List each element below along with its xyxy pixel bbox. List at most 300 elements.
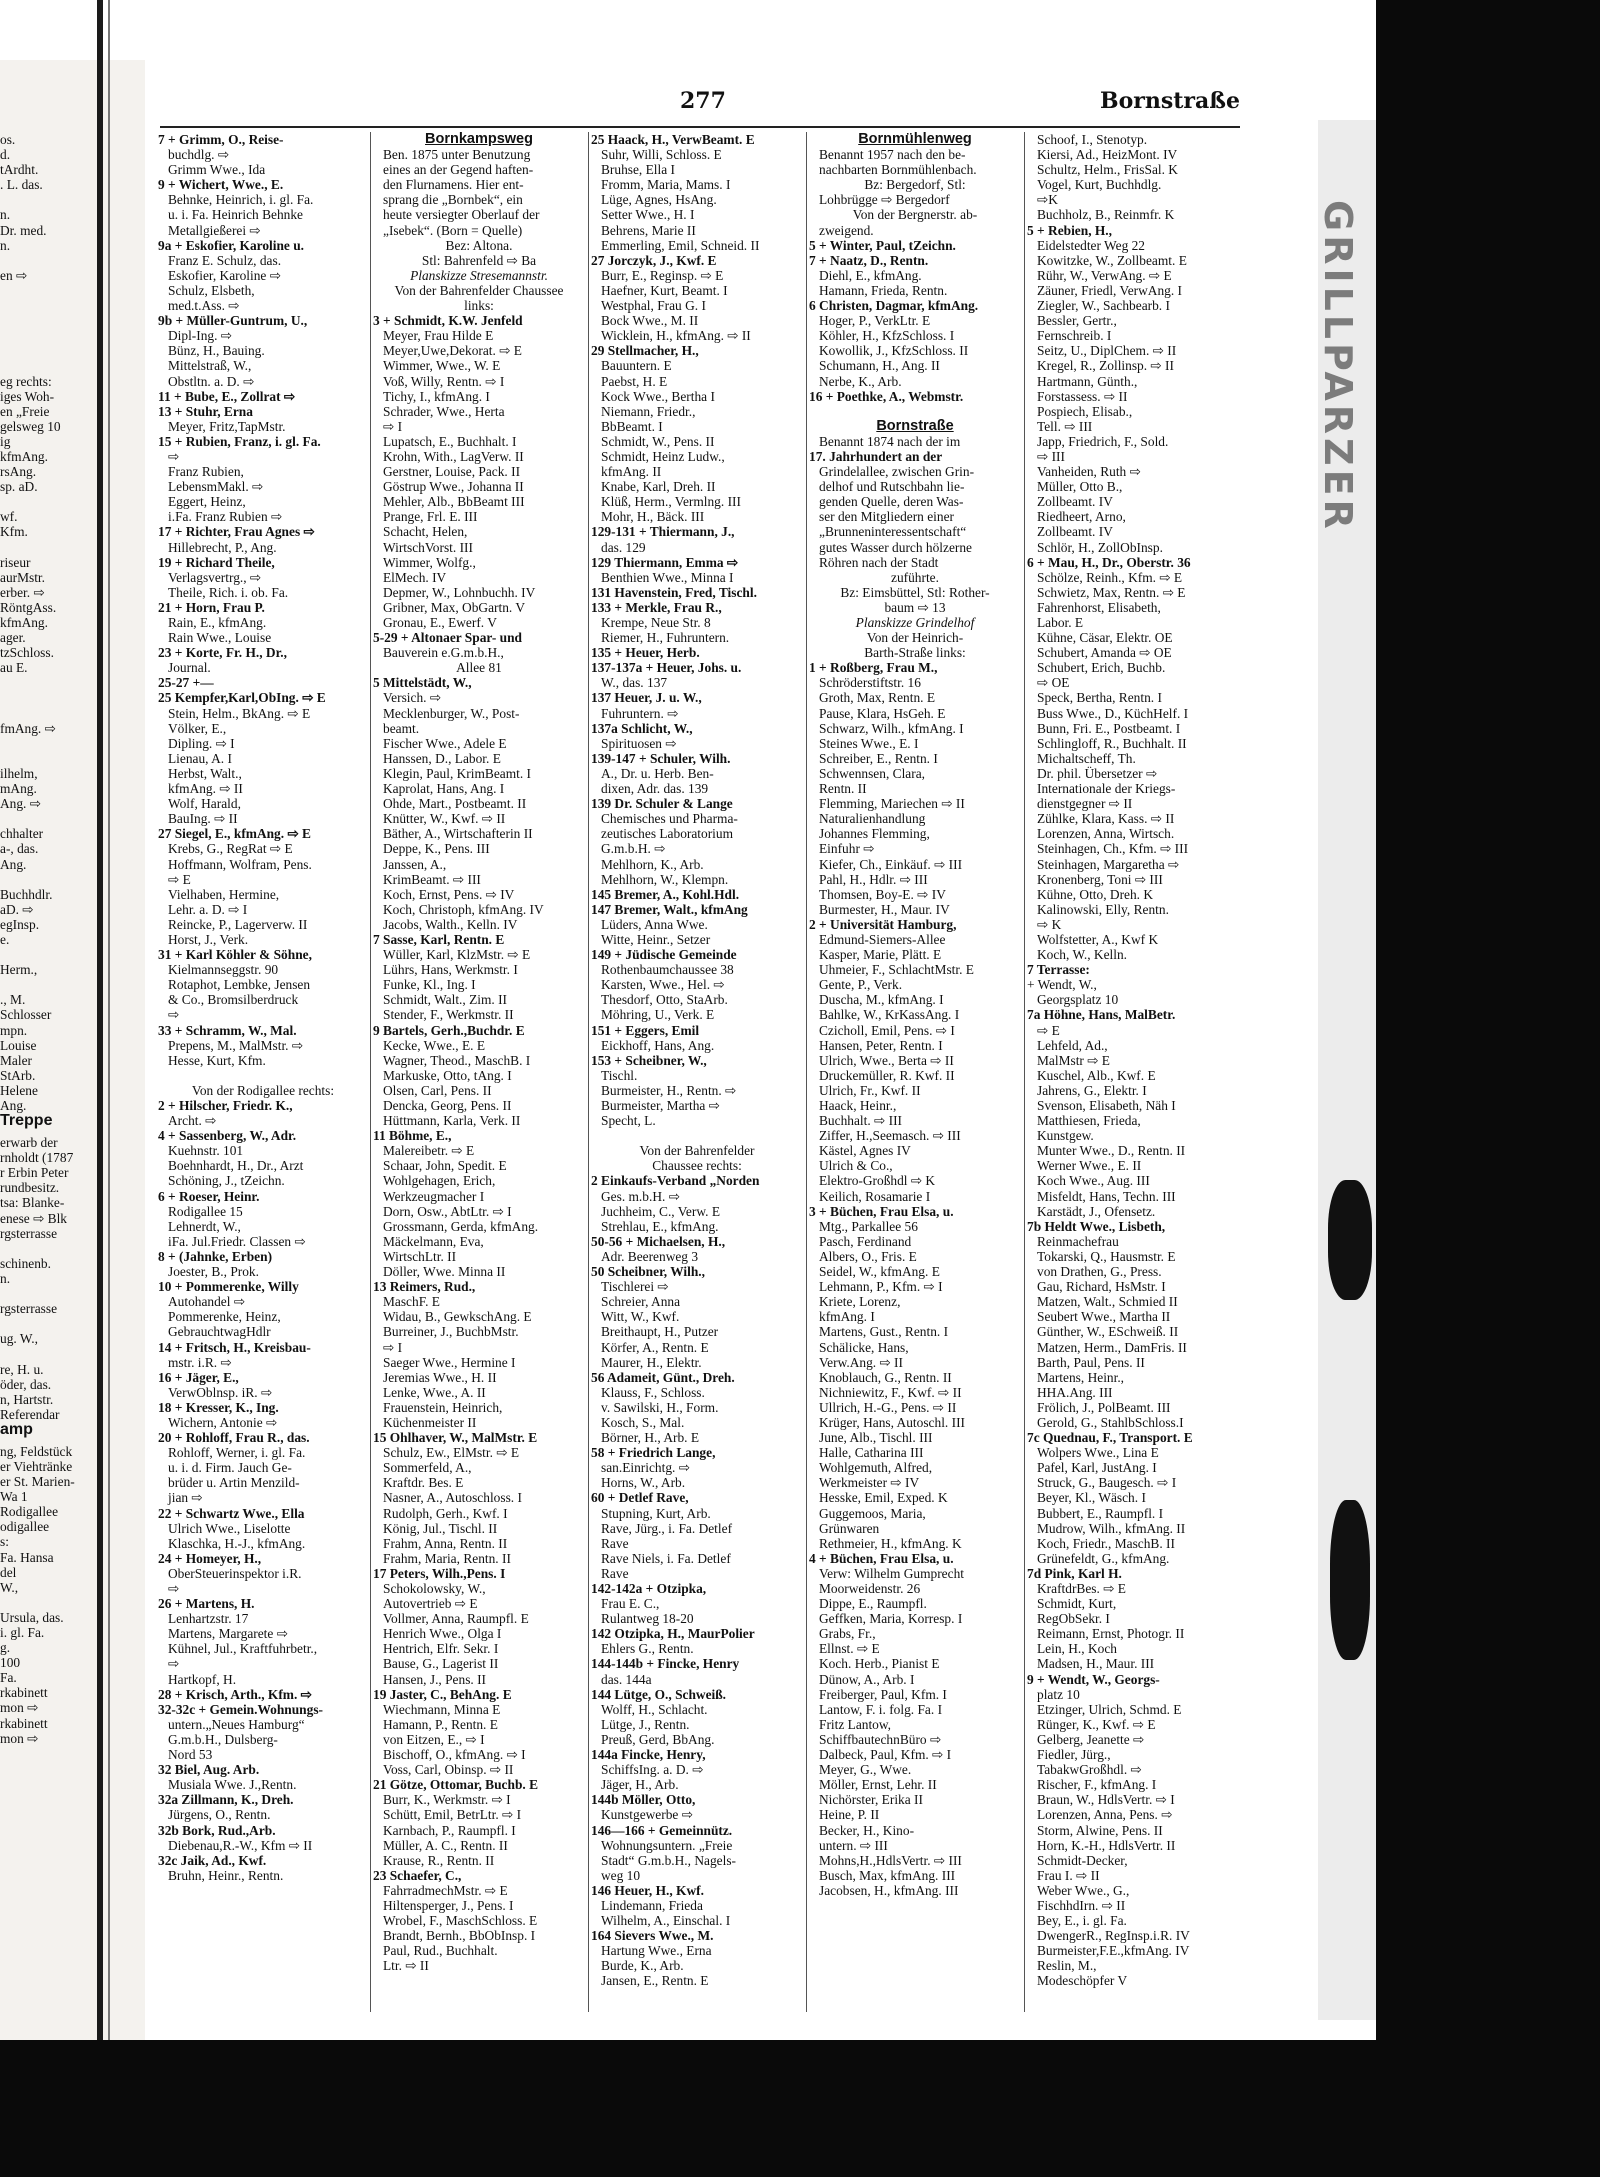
directory-line: 23 + Korte, Fr. H., Dr.,	[158, 645, 287, 661]
directory-line: Westphal, Frau G. I	[601, 298, 706, 314]
directory-line: Möhring, U., Verk. E	[601, 1007, 715, 1023]
directory-line: Kecke, Wwe., E. E	[383, 1037, 485, 1053]
directory-line: Schlingloff, R., Buchhalt. II	[1037, 735, 1187, 751]
running-head-street: Bornstraße	[1100, 88, 1240, 114]
directory-line: 137a Schlicht, W.,	[591, 720, 693, 736]
fragment-line: r Erbin Peter	[0, 1165, 69, 1181]
directory-line: Lindemann, Frieda	[601, 1897, 703, 1913]
directory-line: Dencka, Georg, Pens. II	[383, 1098, 512, 1113]
fragment-line: rgsterrasse	[0, 1301, 58, 1317]
directory-line: Einfuhr ⇨	[819, 841, 875, 857]
directory-line: 27 Jorczyk, J., Kwf. E	[591, 252, 717, 268]
directory-line: Hansen, Peter, Rentn. I	[819, 1037, 943, 1053]
directory-line: Jansen, E., Rentn. E	[601, 1973, 709, 1989]
directory-line: Wilhelm, A., Einschal. I	[601, 1913, 731, 1929]
directory-line: links:	[464, 298, 494, 314]
directory-line: Kasper, Marie, Plätt. E	[819, 947, 942, 963]
directory-line: Groth, Max, Rentn. E	[819, 690, 936, 706]
directory-line: 6 Christen, Dagmar, kfmAng.	[809, 298, 979, 314]
directory-line: 25 Kempfer,Karl,ObIng. ⇨ E	[158, 690, 326, 706]
directory-line: Bahlke, W., KrKassAng. I	[819, 1007, 960, 1023]
directory-line: heute versiegter Oberlauf der	[383, 207, 540, 223]
directory-line: Köhler, H., KfzSchloss. I	[819, 328, 955, 344]
directory-line: Von der Bergnerstr. ab-	[852, 207, 978, 223]
directory-line: Rothenbaumchaussee 38	[601, 962, 734, 978]
scan-shadow	[1328, 1180, 1372, 1300]
fragment-line: i. gl. Fa.	[0, 1625, 45, 1640]
column-2	[373, 132, 585, 1973]
directory-line: Rave Niels, i. Fa. Detlef	[601, 1550, 731, 1566]
directory-line: brüder u. Artin Menzild-	[168, 1475, 300, 1491]
directory-line: Hartmann, Günth.,	[1037, 373, 1138, 389]
directory-line: Steinhagen, Ch., Kfm. ⇨ III	[1037, 841, 1189, 857]
directory-line: 11 Böhme, E.,	[373, 1128, 452, 1144]
fragment-line	[0, 192, 96, 207]
directory-line: Fritz Lantow,	[819, 1716, 892, 1732]
directory-line: Krebs, G., RegRat ⇨ E	[168, 841, 293, 857]
directory-line: Wiechmann, Minna E	[383, 1701, 501, 1717]
directory-line: Mehlhorn, K., Arb.	[601, 856, 704, 872]
directory-line: Fiedler, Jürg.,	[1037, 1747, 1111, 1763]
directory-line: 32b Bork, Rud.,Arb.	[158, 1822, 276, 1838]
directory-line: Hüttmann, Karla, Verk. II	[383, 1113, 521, 1129]
directory-line: BauIng. ⇨ II	[168, 811, 238, 827]
directory-line: Michaltscheff, Th.	[1037, 750, 1136, 766]
directory-line: weg 10	[601, 1867, 641, 1883]
directory-line: Verw: Wilhelm Gumprecht	[819, 1565, 964, 1581]
directory-line: Czicholl, Emil, Pens. ⇨ I	[819, 1022, 955, 1038]
fragment-line: Referendar	[0, 1406, 60, 1422]
directory-line: BbBeamt. I	[601, 418, 663, 434]
directory-line: ⇨ I	[383, 418, 403, 434]
fragment-line: enese ⇨ Blk	[0, 1210, 67, 1226]
fragment-line: Ang.	[0, 1098, 27, 1113]
fragment-line: Helene	[0, 1082, 38, 1098]
fragment-line	[0, 494, 96, 509]
directory-line: Dippe, E., Raumpfl.	[819, 1596, 927, 1612]
directory-line: Krüger, Hans, Autoschl. III	[819, 1414, 965, 1430]
directory-line: 146 Heuer, H., Kwf.	[591, 1882, 704, 1898]
directory-line: 131 Havenstein, Fred, Tischl.	[591, 584, 757, 600]
directory-line: Reinmachefrau	[1037, 1233, 1119, 1249]
directory-line: Edmund-Siemers-Allee	[819, 931, 946, 947]
directory-line: ⇨	[168, 1007, 180, 1023]
directory-line: 6 + Mau, H., Dr., Oberstr. 36	[1027, 554, 1191, 570]
directory-line: kfmAng. II	[601, 464, 662, 480]
directory-line: 20 + Rohloff, Frau R., das.	[158, 1430, 310, 1446]
directory-line: Lüders, Anna Wwe.	[601, 916, 708, 932]
directory-line: Wüller, Karl, KlzMstr. ⇨ E	[383, 947, 531, 963]
directory-line: Schröderstiftstr. 16	[819, 675, 921, 691]
page-header	[160, 88, 1240, 128]
directory-line: Frau I. ⇨ II	[1037, 1867, 1100, 1883]
directory-line: Madsen, H., Maur. III	[1037, 1656, 1155, 1672]
directory-line: Busch, Max, kfmAng. III	[819, 1867, 956, 1883]
directory-line: Burde, K., Arb.	[601, 1958, 684, 1974]
directory-line: u. i. d. Firm. Jauch Ge-	[168, 1460, 292, 1476]
directory-line: Kowollik, J., KfzSchloss. II	[819, 343, 969, 359]
directory-line: Lehfeld, Ad.,	[1037, 1037, 1108, 1053]
directory-line: Pommerenke, Heinz,	[168, 1309, 281, 1325]
directory-line: Kowitzke, W., Zollbeamt. E	[1037, 252, 1187, 268]
directory-line: Fernschreib. I	[1037, 328, 1112, 344]
directory-line: Meyer, Fritz,TapMstr.	[168, 418, 286, 434]
directory-line: 144b Möller, Otto,	[591, 1792, 696, 1808]
directory-line: + Wendt, W.,	[1027, 977, 1097, 993]
directory-line: Kästel, Agnes IV	[819, 1143, 911, 1159]
directory-line: Strehlau, E., kfmAng.	[601, 1218, 719, 1234]
directory-line: Möller, Ernst, Lehr. II	[819, 1777, 937, 1793]
directory-line: Pahl, H., Hdlr. ⇨ III	[819, 871, 928, 887]
directory-line: 2 Einkaufs-Verband „Norden	[591, 1173, 760, 1189]
directory-line: 11 + Bube, E., Zollrat ⇨	[158, 388, 296, 404]
directory-line: Speck, Bertha, Rentn. I	[1037, 690, 1162, 706]
directory-line: Lütge, J., Rentn.	[601, 1716, 690, 1732]
directory-line: 137-137a + Heuer, Johs. u.	[591, 660, 742, 676]
directory-line: ⇨	[168, 1656, 180, 1672]
fragment-line: ilhelm,	[0, 765, 38, 781]
directory-line: Tischlerei ⇨	[601, 1279, 669, 1295]
fragment-line	[0, 690, 96, 705]
directory-line: Schütt, Emil, BetrLtr. ⇨ I	[383, 1807, 522, 1823]
street-heading: Bornkampsweg	[425, 132, 533, 147]
fragment-line: n.	[0, 237, 11, 253]
directory-line: Reincke, P., Lagerverw. II	[168, 916, 308, 932]
fragment-line: kfmAng.	[0, 448, 48, 464]
fragment-line: d.	[0, 147, 11, 163]
fragment-line: 100	[0, 1655, 21, 1671]
directory-line: Röhren nach der Stadt	[819, 554, 939, 570]
directory-line: Wohlgemuth, Alfred,	[819, 1460, 933, 1476]
directory-line: Rotaphot, Lembke, Jensen	[168, 977, 311, 993]
directory-line: Freiberger, Paul, Kfm. I	[819, 1686, 947, 1702]
directory-line: Bz: Bergedorf, Stl:	[864, 177, 966, 193]
directory-line: Frauenstein, Heinrich,	[383, 1399, 503, 1415]
directory-line: Wicklein, H., kfmAng. ⇨ II	[601, 328, 751, 344]
directory-line: Keilich, Rosamarie I	[819, 1188, 931, 1204]
directory-line: 7b Heldt Wwe., Lisbeth,	[1027, 1218, 1166, 1234]
directory-line: Janssen, A.,	[383, 856, 447, 872]
directory-line: Pasch, Ferdinand	[819, 1233, 912, 1249]
directory-line: Bock Wwe., M. II	[601, 313, 699, 329]
directory-line: June, Alb., Tischl. III	[819, 1430, 933, 1446]
directory-line: WirtschLtr. II	[383, 1248, 457, 1264]
directory-line: Klüß, Herm., Vermlng. III	[601, 494, 741, 510]
directory-line: Ohde, Mart., Postbeamt. II	[383, 796, 527, 812]
fragment-line: rkabinett	[0, 1685, 48, 1701]
directory-line: Schultz, Helm., FrisSal. K	[1037, 162, 1178, 178]
directory-line: Fischer Wwe., Adele E	[383, 735, 507, 751]
directory-line: & Co., Bromsilberdruck	[168, 992, 299, 1008]
directory-line: 2 + Hilscher, Friedr. K.,	[158, 1098, 293, 1113]
fragment-line: mon ⇨	[0, 1730, 39, 1746]
directory-line: Körfer, A., Rentn. E	[601, 1339, 709, 1355]
directory-line: Jürgens, O., Rentn.	[168, 1807, 271, 1823]
directory-line: Schwietz, Max, Rentn. ⇨ E	[1037, 584, 1186, 600]
fragment-line: Wa 1	[0, 1489, 28, 1505]
directory-line: Lein, H., Koch	[1037, 1641, 1117, 1657]
directory-line: Elektro-Großhdl ⇨ K	[819, 1173, 936, 1189]
directory-line: Bruhse, Ella I	[601, 162, 676, 178]
directory-line: ⇨	[168, 448, 180, 464]
directory-line: Gau, Richard, HsMstr. I	[1037, 1279, 1166, 1295]
directory-line	[591, 1128, 803, 1143]
fragment-line: odigallee	[0, 1519, 50, 1535]
directory-line: beamt.	[383, 720, 420, 736]
directory-line: Niemann, Friedr.,	[601, 403, 696, 419]
directory-line: Rave	[601, 1535, 629, 1551]
directory-line: Schälicke, Hans,	[819, 1339, 909, 1355]
directory-line: Stl: Bahrenfeld ⇨ Ba	[421, 252, 537, 268]
fragment-line	[0, 675, 96, 690]
fragment-line: ng, Feldstück	[0, 1443, 73, 1459]
directory-line: Japp, Friedrich, F., Sold.	[1037, 433, 1169, 449]
directory-line: 9b + Müller-Guntrum, U.,	[158, 313, 308, 329]
directory-line: Steinhagen, Margaretha ⇨	[1037, 856, 1180, 872]
directory-line: 27 Siegel, E., kfmAng. ⇨ E	[158, 826, 311, 842]
directory-line: Pafel, Karl, JustAng. I	[1037, 1460, 1157, 1476]
directory-line: 164 Sievers Wwe., M.	[591, 1928, 714, 1944]
directory-line: Karsten, Wwe., Hel. ⇨	[601, 977, 725, 993]
directory-line: 9 + Wichert, Wwe., E.	[158, 177, 284, 193]
directory-line: Burmeister, H., Rentn. ⇨	[601, 1082, 737, 1098]
directory-line: Widau, B., GewkschAng. E	[383, 1309, 532, 1325]
directory-line: 56 Adameit, Günt., Dreh.	[591, 1369, 735, 1385]
directory-line: 144-144b + Fincke, Henry	[591, 1656, 740, 1672]
directory-line: Storm, Alwine, Pens. II	[1037, 1822, 1163, 1838]
fragment-line: wf.	[0, 509, 18, 525]
directory-line: Behnke, Heinrich, i. gl. Fa.	[168, 192, 314, 208]
directory-line: genden Quelle, deren Was-	[819, 494, 964, 510]
directory-line: KraftdrBes. ⇨ E	[1037, 1581, 1126, 1596]
directory-line: Geffken, Maria, Korresp. I	[819, 1611, 963, 1627]
directory-line: Lorenzen, Anna, Pens. ⇨	[1037, 1807, 1173, 1823]
fragment-line: erwarb der	[0, 1135, 58, 1151]
directory-line: 50 Scheibner, Wilh.,	[591, 1264, 705, 1280]
directory-line: Hentrich, Elfr. Sekr. I	[383, 1641, 499, 1657]
directory-line: 21 + Horn, Frau P.	[158, 599, 265, 615]
directory-line: Hamann, P., Rentn. E	[383, 1716, 498, 1732]
scan-shadow	[1330, 1500, 1370, 1660]
header-rule	[160, 126, 1240, 128]
directory-line: 7c Quednau, F., Transport. E	[1027, 1430, 1193, 1446]
directory-line: Frahm, Maria, Rentn. II	[383, 1550, 511, 1566]
fragment-line: StArb.	[0, 1067, 36, 1083]
directory-line: zeutisches Laboratorium	[601, 826, 733, 842]
directory-line: 9 + Wendt, W., Georgs-	[1027, 1671, 1160, 1687]
directory-line: Schöning, J., tZeichn.	[168, 1173, 285, 1189]
directory-line: 3 + Büchen, Frau Elsa, u.	[809, 1203, 954, 1219]
fragment-heading: Treppe	[0, 1112, 53, 1130]
directory-line: dienstgegner ⇨ II	[1037, 796, 1133, 812]
directory-line: ⇨	[168, 1581, 180, 1596]
fragment-line: tArdht.	[0, 162, 39, 178]
directory-line: Meyer,Uwe,Dekorat. ⇨ E	[383, 343, 522, 359]
directory-line: Jacobsen, H., kfmAng. III	[819, 1882, 959, 1898]
directory-line: zuführte.	[891, 569, 939, 585]
directory-line: Munter Wwe., D., Rentn. II	[1037, 1143, 1186, 1159]
directory-line: Jahrens, G., Elektr. I	[1037, 1082, 1147, 1098]
directory-line: Matthiesen, Frieda,	[1037, 1113, 1141, 1129]
directory-line: Planskizze Grindelhof	[855, 615, 975, 630]
fragment-line: Kfm.	[0, 524, 28, 540]
directory-line: Autohandel ⇨	[168, 1294, 246, 1310]
fragment-line: n.	[0, 207, 11, 223]
directory-line: Prange, Frl. E. III	[383, 509, 478, 525]
directory-line: „Isebek“. (Born = Quelle)	[383, 222, 523, 238]
directory-line: mstr. i.R. ⇨	[168, 1354, 232, 1370]
fragment-line: ug. W.,	[0, 1331, 38, 1347]
directory-line: Bessler, Gertr.,	[1037, 313, 1117, 329]
directory-line: ser den Mitgliedern einer	[819, 509, 954, 525]
directory-line: 32c Jaik, Ad., Kwf.	[158, 1852, 267, 1868]
fragment-line	[0, 872, 96, 887]
directory-line: Fahrenhorst, Elisabeth,	[1037, 599, 1161, 615]
directory-line: untern.„Neues Hamburg“	[168, 1716, 305, 1732]
directory-line: Bischoff, O., kfmAng. ⇨ I	[383, 1747, 526, 1763]
directory-line: von Eitzen, E., ⇨ I	[383, 1731, 485, 1747]
directory-line: Nord 53	[168, 1747, 213, 1763]
directory-line: Witte, Heinr., Setzer	[601, 931, 711, 947]
fragment-line: del	[0, 1564, 17, 1580]
directory-line: Börner, H., Arb. E	[601, 1430, 700, 1446]
directory-line: 58 + Friedrich Lange,	[591, 1445, 716, 1461]
directory-line: Reimann, Ernst, Photogr. II	[1037, 1626, 1185, 1642]
directory-line: Grindelallee, zwischen Grin-	[819, 464, 975, 480]
fragment-line: riseur	[0, 554, 31, 570]
directory-line: Eickhoff, Hans, Ang.	[601, 1037, 715, 1053]
page-number: 277	[680, 88, 726, 114]
fragment-line: ig	[0, 433, 11, 449]
directory-line: Meyer, G., Wwe.	[819, 1762, 912, 1778]
directory-line: von Drathen, G., Press.	[1037, 1264, 1162, 1280]
directory-line: buchdlg. ⇨	[168, 147, 230, 163]
directory-line: Koch, Christoph, kfmAng. IV	[383, 901, 544, 917]
directory-line: Hartung Wwe., Erna	[601, 1943, 712, 1959]
directory-line: Klegin, Paul, KrimBeamt. I	[383, 765, 532, 781]
directory-line: untern. ⇨ III	[819, 1837, 888, 1853]
directory-line: Lüge, Agnes, HsAng.	[601, 192, 717, 208]
directory-line: 10 + Pommerenke, Willy	[158, 1279, 299, 1295]
fragment-line: rkabinett	[0, 1715, 48, 1731]
directory-line: Seidel, W., kfmAng. E	[819, 1264, 940, 1280]
directory-line: Reslin, M.,	[1037, 1958, 1097, 1974]
directory-line: 22 + Schwartz Wwe., Ella	[158, 1505, 305, 1521]
directory-line: Depmer, W., Lohnbuchh. IV	[383, 584, 536, 600]
directory-line: FischhdIrn. ⇨ II	[1037, 1897, 1126, 1913]
fragment-line: er Viehtränke	[0, 1458, 73, 1474]
directory-line: Karstädt, J., Ofensetz.	[1037, 1203, 1156, 1219]
directory-line: Ellnst. ⇨ E	[819, 1641, 880, 1657]
fragment-line	[0, 811, 96, 826]
directory-line: Fromm, Maria, Mams. I	[601, 177, 731, 193]
directory-line: Rain, E., kfmAng.	[168, 615, 267, 630]
fragment-line: W.,	[0, 1579, 19, 1595]
directory-line: Benannt 1957 nach den be-	[819, 147, 966, 163]
directory-line: Krohn, With., LagVerw. II	[383, 448, 524, 464]
directory-line: Horns, W., Arb.	[601, 1475, 686, 1491]
directory-line: Göstrup Wwe., Johanna II	[383, 479, 524, 495]
directory-line: 153 + Scheibner, W.,	[591, 1052, 707, 1068]
street-heading: Bornmühlenweg	[858, 132, 972, 147]
directory-line: Flemming, Mariechen ⇨ II	[819, 796, 965, 812]
directory-line: ⇨ K	[1037, 916, 1062, 932]
directory-line: iFa. Jul.Friedr. Classen ⇨	[168, 1233, 306, 1249]
directory-line: DwengerR., RegInsp.i.R. IV	[1037, 1928, 1190, 1944]
fragment-line: tsa: Blanke-	[0, 1195, 65, 1211]
directory-line: Setter Wwe., H. I	[601, 207, 695, 223]
directory-line: Burr, K., Werkmstr. ⇨ I	[383, 1792, 511, 1808]
directory-line: Grünwaren	[819, 1520, 880, 1536]
column-divider	[806, 132, 807, 2012]
fragment-line	[0, 253, 96, 268]
directory-line: Schacht, Helen,	[383, 524, 468, 540]
directory-line: Haefner, Kurt, Beamt. I	[601, 282, 728, 298]
directory-line: 7a Höhne, Hans, MalBetr.	[1027, 1007, 1176, 1023]
directory-line: Schmidt, Kurt,	[1037, 1596, 1117, 1612]
directory-line: Mehler, Alb., BbBeamt III	[383, 494, 525, 510]
directory-line: MaschF. E	[383, 1294, 440, 1310]
directory-line: ⇨ III	[1037, 448, 1065, 464]
directory-line: Nerbe, K., Arb.	[819, 373, 902, 389]
directory-line: Seubert Wwe., Martha II	[1037, 1309, 1171, 1325]
directory-line: FahrradmechMstr. ⇨ E	[383, 1882, 508, 1898]
fragment-line: rgsterrasse	[0, 1225, 58, 1241]
book-spine	[97, 0, 103, 2177]
directory-line: Burreiner, J., BuchbMstr.	[383, 1324, 519, 1340]
directory-line: Grimm Wwe., Ida	[168, 162, 266, 178]
fragment-line: tzSchloss.	[0, 645, 54, 661]
fragment-line: Ang. ⇨	[0, 796, 41, 812]
directory-line: Tokarski, Q., Hausmstr. E	[1037, 1248, 1176, 1264]
directory-line: Wohnungsuntern. „Freie	[601, 1837, 733, 1853]
directory-line: das. 129	[601, 539, 646, 555]
fragment-line: Schlosser	[0, 1007, 52, 1023]
fragment-line: Herm.,	[0, 962, 38, 978]
fragment-line	[0, 706, 96, 721]
directory-line: Vielhaben, Hermine,	[168, 886, 280, 902]
directory-line: Hansen, J., Pens. II	[383, 1671, 487, 1687]
directory-line: Buss Wwe., D., KüchHelf. I	[1037, 705, 1189, 721]
directory-line: Jacobs, Walth., Kelln. IV	[383, 916, 518, 932]
directory-line: Schmidt, Walt., Zim. II	[383, 992, 508, 1008]
directory-line: Vollmer, Anna, Raumpfl. E	[383, 1611, 529, 1627]
fragment-line	[0, 1316, 96, 1331]
directory-line: Benannt 1874 nach der im	[819, 433, 961, 449]
directory-line: Schmidt-Decker,	[1037, 1852, 1128, 1868]
directory-line: 144a Fincke, Henry,	[591, 1747, 706, 1763]
fragment-line: Ursula, das.	[0, 1609, 64, 1625]
directory-line: 9a + Eskofier, Karoline u.	[158, 237, 305, 253]
directory-line: 7 Sasse, Karl, Rentn. E	[373, 931, 505, 947]
fragment-line	[0, 343, 96, 358]
directory-line: Guggemoos, Maria,	[819, 1505, 926, 1521]
directory-line: Döller, Wwe. Minna II	[383, 1264, 506, 1280]
directory-line: Bz: Eimsbüttel, Stl: Rother-	[840, 584, 990, 600]
column-divider	[1024, 132, 1025, 2012]
directory-line: SchiffsIng. a. D. ⇨	[601, 1762, 704, 1778]
directory-line: Lorenzen, Anna, Wirtsch.	[1037, 826, 1175, 842]
directory-line: Kraftdr. Bes. E	[383, 1475, 464, 1491]
fragment-line: chhalter	[0, 826, 44, 842]
fragment-line: aD. ⇨	[0, 901, 34, 917]
directory-line: Diebenau,R.-W., Kfm ⇨ II	[168, 1837, 313, 1853]
directory-line: 16 + Poethke, A., Webmstr.	[809, 388, 964, 404]
directory-line: Braun, W., HdlsVertr. ⇨ I	[1037, 1792, 1175, 1808]
directory-line: Lenhartzstr. 17	[168, 1611, 249, 1627]
directory-line: Versich. ⇨	[383, 690, 442, 706]
scan-background-bottom	[0, 2040, 1600, 2177]
